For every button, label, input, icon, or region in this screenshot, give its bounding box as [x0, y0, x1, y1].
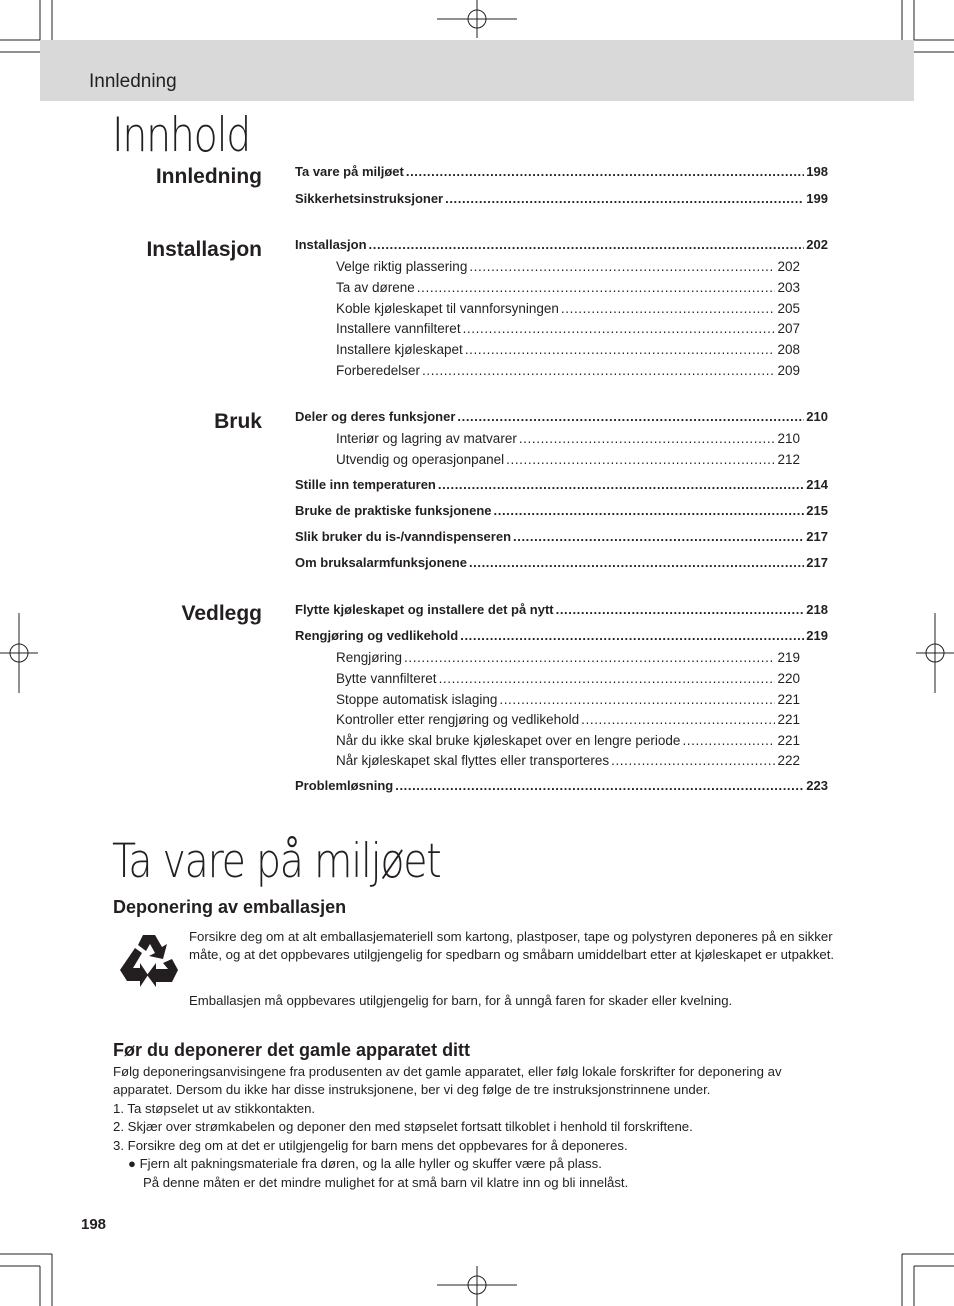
toc-entry-title: Om bruksalarmfunksjonene — [295, 555, 467, 570]
toc-subentry[interactable] — [336, 431, 800, 447]
toc-dot-leader — [406, 164, 804, 178]
toc-dot-leader — [682, 733, 775, 747]
toc-page-number: 217 — [806, 529, 828, 544]
toc-entry-title: Installasjon — [295, 237, 367, 252]
toc-dot-leader — [417, 280, 776, 294]
toc-dot-leader — [513, 529, 804, 543]
toc-entry-title: Ta av dørene — [336, 280, 415, 295]
toc-title: Innhold — [112, 108, 251, 163]
toc-subentry[interactable] — [336, 342, 800, 358]
toc-page-number: 202 — [777, 259, 800, 274]
chapter-label: Innledning — [89, 71, 177, 92]
toc-dot-leader — [438, 477, 804, 491]
toc-entry[interactable] — [295, 602, 828, 618]
toc-page-number: 210 — [806, 409, 828, 424]
toc-subentry[interactable] — [336, 259, 800, 275]
toc-entry[interactable] — [295, 477, 828, 493]
toc-section-heading: Innledning — [155, 165, 262, 188]
toc-dot-leader — [463, 321, 776, 335]
disposal-step: 1. Ta støpselet ut av stikkontakten. — [113, 1101, 316, 1116]
disposal-heading: Før du deponerer det gamle apparatet ditt — [113, 1040, 471, 1060]
toc-entry-title: Stoppe automatisk islaging — [336, 692, 498, 707]
toc-dot-leader — [465, 342, 776, 356]
toc-page-number: 210 — [777, 431, 800, 446]
environment-title: Ta vare på miljøet — [112, 834, 441, 889]
toc-entry[interactable] — [295, 164, 828, 180]
toc-page-number: 199 — [806, 191, 828, 206]
toc-page-number: 215 — [806, 503, 828, 518]
toc-dot-leader — [494, 503, 805, 517]
toc-dot-leader — [469, 555, 804, 569]
toc-page-number: 209 — [777, 363, 800, 378]
toc-entry-title: Problemløsning — [295, 778, 394, 793]
toc-page-number: 208 — [777, 342, 800, 357]
toc-subentry[interactable] — [336, 280, 800, 296]
toc-entry-title: Rengjøring — [336, 650, 403, 665]
toc-entry-title: Ta vare på miljøet — [295, 164, 404, 179]
toc-subentry[interactable] — [336, 712, 800, 728]
toc-subentry[interactable] — [336, 753, 800, 769]
recycle-icon — [118, 932, 180, 992]
chapter-header-band — [40, 40, 914, 101]
toc-entry[interactable] — [295, 778, 828, 794]
toc-entry-title: Sikkerhetsinstruksjoner — [295, 191, 444, 206]
toc-section-heading: Installasjon — [146, 238, 262, 261]
toc-section-heading: Vedlegg — [181, 602, 262, 625]
toc-dot-leader — [506, 452, 775, 466]
toc-entry-title: Utvendig og operasjonpanel — [336, 452, 505, 467]
toc-entry-title: Når kjøleskapet skal flyttes eller transporteres — [336, 753, 610, 768]
toc-entry-title: Forberedelser — [336, 363, 421, 378]
toc-entry-title: Deler og deres funksjoner — [295, 409, 456, 424]
toc-dot-leader — [561, 301, 776, 315]
toc-section-heading: Bruk — [214, 410, 262, 433]
toc-dot-leader — [499, 692, 775, 706]
toc-dot-leader — [404, 650, 775, 664]
toc-entry[interactable] — [295, 237, 828, 253]
toc-page-number: 205 — [777, 301, 800, 316]
packaging-paragraph: Emballasjen må oppbevares utilgjengelig for barn, for å unngå faren for skader eller kvelning. — [189, 993, 733, 1008]
packaging-heading: Deponering av emballasjen — [113, 897, 347, 917]
toc-entry-title: Stille inn temperaturen — [295, 477, 436, 492]
toc-entry[interactable] — [295, 503, 828, 519]
toc-entry-title: Bruke de praktiske funksjonene — [295, 503, 492, 518]
toc-dot-leader — [395, 778, 804, 792]
toc-entry[interactable] — [295, 409, 828, 425]
toc-entry-title: Slik bruker du is-/vanndispenseren — [295, 529, 512, 544]
toc-entry[interactable] — [295, 555, 828, 571]
toc-page-number: 198 — [806, 164, 828, 179]
toc-entry[interactable] — [295, 628, 828, 644]
toc-entry-title: Kontroller etter rengjøring og vedlikehold — [336, 712, 580, 727]
disposal-bullet: ● Fjern alt pakningsmateriale fra døren, og la alle hyller og skuffer være på plass. — [128, 1156, 602, 1171]
toc-subentry[interactable] — [336, 733, 800, 749]
disposal-step: 2. Skjær over strømkabelen og deponer den med støpselet fortsatt tilkoblet i henhold til forskriftene. — [113, 1119, 693, 1134]
toc-page-number: 222 — [777, 753, 800, 768]
toc-dot-leader — [445, 191, 804, 205]
toc-dot-leader — [611, 753, 775, 767]
toc-entry[interactable] — [295, 191, 828, 207]
toc-entry-title: Når du ikke skal bruke kjøleskapet over en lengre periode — [336, 733, 681, 748]
disposal-bullet-continuation: På denne måten er det mindre mulighet for at små barn vil klatre inn og bli innelåst. — [143, 1175, 629, 1190]
toc-page-number: 221 — [777, 712, 800, 727]
toc-subentry[interactable] — [336, 363, 800, 379]
toc-page-number: 218 — [806, 602, 828, 617]
toc-page-number: 217 — [806, 555, 828, 570]
toc-dot-leader — [457, 409, 804, 423]
toc-entry-title: Velge riktig plassering — [336, 259, 468, 274]
toc-dot-leader — [422, 363, 775, 377]
toc-page-number: 221 — [777, 692, 800, 707]
toc-page-number: 207 — [777, 321, 800, 336]
toc-page-number: 212 — [777, 452, 800, 467]
packaging-paragraph: Forsikre deg om at alt emballasjemateriell som kartong, plastposer, tape og polystyren deponeres på en sikker måte, og at det oppbevares utilgjengelig for spedbarn og småbarn umiddelbart etter at kjøleskapet er utpakket. — [189, 929, 835, 963]
toc-entry[interactable] — [295, 529, 828, 545]
toc-subentry[interactable] — [336, 650, 800, 666]
toc-dot-leader — [556, 602, 805, 616]
toc-page-number: 202 — [806, 237, 828, 252]
toc-entry-title: Koble kjøleskapet til vannforsyningen — [336, 301, 559, 316]
toc-subentry[interactable] — [336, 692, 800, 708]
toc-subentry[interactable] — [336, 301, 800, 317]
toc-entry-title: Installere kjøleskapet — [336, 342, 463, 357]
toc-dot-leader — [460, 628, 804, 642]
toc-entry-title: Bytte vannfilteret — [336, 671, 437, 686]
toc-dot-leader — [519, 431, 776, 445]
toc-entry-title: Flytte kjøleskapet og installere det på nytt — [295, 602, 554, 617]
disposal-intro: Følg deponeringsanvisingene fra produsenten av det gamle apparatet, eller følg lokale forskrifter for deponering av apparatet. Dersom du ikke har disse instruksjonene, ber vi deg følge de tre instruksjonstrinnene under. — [113, 1064, 782, 1098]
toc-page-number: 221 — [777, 733, 800, 748]
toc-page-number: 219 — [777, 650, 800, 665]
toc-page-number: 214 — [806, 477, 828, 492]
toc-subentry[interactable] — [336, 671, 800, 687]
toc-subentry[interactable] — [336, 321, 800, 337]
toc-page-number: 223 — [806, 778, 828, 793]
toc-entry-title: Rengjøring og vedlikehold — [295, 628, 459, 643]
disposal-step: 3. Forsikre deg om at det er utilgjengelig for barn mens det oppbevares for å deponeres. — [113, 1138, 628, 1153]
toc-entry-title: Installere vannfilteret — [336, 321, 461, 336]
toc-page-number: 219 — [806, 628, 828, 643]
toc-entry-title: Interiør og lagring av matvarer — [336, 431, 517, 446]
toc-page-number: 203 — [777, 280, 800, 295]
toc-dot-leader — [439, 671, 776, 685]
toc-subentry[interactable] — [336, 452, 800, 468]
toc-dot-leader — [369, 237, 805, 251]
page-number: 198 — [81, 1216, 107, 1233]
toc-dot-leader — [469, 259, 775, 273]
toc-page-number: 220 — [777, 671, 800, 686]
toc-dot-leader — [581, 712, 775, 726]
